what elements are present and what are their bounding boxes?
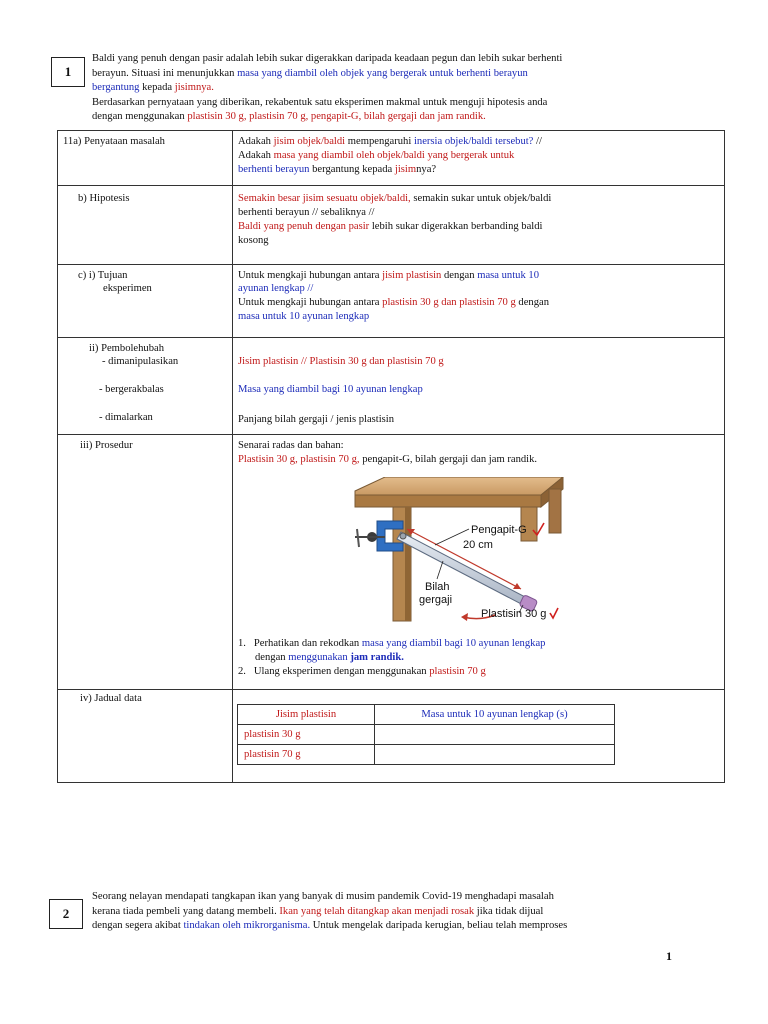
data-table-row — [238, 745, 615, 765]
intro-text: berayun. Situasi ini menunjukkan — [92, 67, 238, 79]
answer-text: pengapit-G, bilah gergaji dan jam randik. — [359, 454, 538, 465]
answer-line — [238, 206, 375, 219]
row-label: b) Hipotesis — [78, 193, 130, 204]
row-label-cell — [58, 690, 233, 783]
row-label: iii) Prosedur — [80, 440, 133, 451]
answer-text: Adakah — [238, 150, 274, 161]
table-row — [58, 131, 725, 186]
table-leg-shade — [405, 507, 411, 621]
figure-label-plasticine: Plastisin 30 g — [481, 608, 547, 620]
answer-text: lebih sukar digerakkan berbanding baldi — [369, 221, 543, 232]
answer-text: nya? — [416, 164, 437, 175]
answer-text: plastisin 30 g dan plastisin 70 g — [382, 297, 516, 308]
label-leader — [437, 561, 443, 579]
intro-text: jisimnya. — [174, 82, 214, 94]
question-intro — [92, 52, 712, 125]
figure-label-blade: Bilah — [425, 581, 450, 593]
header-cell: Jisim plastisin — [238, 705, 375, 725]
answer-text: semakin sukar untuk objek/baldi — [410, 193, 552, 204]
intro-text: dengan segera akibat — [92, 920, 184, 932]
row-label-cell — [58, 435, 233, 690]
answer-text: jisim objek/baldi — [273, 136, 346, 147]
data-cell: plastisin 30 g — [238, 725, 375, 745]
row-label-cell — [58, 338, 233, 435]
row-label: c) i) Tujuan — [78, 270, 128, 281]
answer-line: Jisim plastisin // Plastisin 30 g dan plastisin 70 g — [238, 356, 444, 367]
intro-text: Baldi yang penuh dengan pasir adalah lebih sukar digerakkan daripada keadaan pegun dan lebih sukar berhenti — [92, 53, 563, 64]
question-number-box — [49, 899, 83, 929]
row-content-cell — [233, 338, 725, 435]
step-text: masa yang diambil bagi 10 ayunan lengkap — [361, 638, 546, 649]
data-table-header — [238, 705, 615, 725]
answer-table — [57, 130, 725, 783]
check-mark — [550, 608, 558, 618]
intro-text: plastisin 30 g, plastisin 70 g, pengapit-G, bilah gergaji dan jam randik. — [187, 111, 486, 123]
row-content-cell — [233, 186, 725, 265]
data-cell-empty — [375, 745, 615, 765]
intro-text: bergantung — [92, 82, 140, 94]
row-label: iv) Jadual data — [80, 693, 142, 704]
row-label: 11a) Penyataan masalah — [63, 136, 165, 147]
answer-line — [238, 296, 549, 309]
step-text: Ulang eksperimen dengan menggunakan — [253, 666, 430, 677]
table-top — [355, 477, 563, 495]
row-label: ii) Pembolehubah — [89, 343, 165, 354]
data-cell-empty — [375, 725, 615, 745]
data-table-row — [238, 725, 615, 745]
row-label: eksperimen — [103, 283, 152, 294]
row-label: - bergerakbalas — [99, 384, 164, 395]
answer-text: Semakin besar jisim sesuatu objek/baldi, — [238, 193, 411, 204]
table-row — [58, 186, 725, 265]
answer-text: inersia objek/baldi tersebut? — [413, 136, 534, 147]
answer-text: masa untuk 10 ayunan lengkap — [238, 311, 370, 322]
answer-text: Untuk mengkaji hubungan antara — [238, 297, 383, 308]
answer-text: dengan — [441, 270, 478, 281]
question-number-box — [51, 57, 85, 87]
answer-line — [238, 234, 269, 247]
data-table — [237, 704, 615, 765]
table-row — [58, 265, 725, 338]
swing-arrow-head — [461, 613, 468, 621]
table-leg — [549, 489, 561, 533]
intro-text: Berdasarkan pernyataan yang diberikan, rekabentuk satu eksperimen makmal untuk menguji hipotesis anda — [92, 96, 548, 108]
step-text: Perhatikan dan rekodkan — [253, 638, 362, 649]
answer-line — [238, 163, 436, 176]
row-label-cell — [58, 265, 233, 338]
question-number: 2 — [62, 906, 70, 921]
answer-line — [238, 282, 313, 295]
procedure-step — [255, 651, 404, 664]
step-number: 1. — [238, 638, 246, 649]
answer-text: kosong — [238, 235, 269, 246]
intro-line — [92, 67, 712, 82]
answer-text: dengan — [515, 297, 550, 308]
step-text: menggunakan — [288, 652, 351, 663]
intro-line — [92, 52, 712, 67]
intro-line — [92, 81, 712, 96]
intro-line — [92, 96, 712, 111]
apparatus-figure — [345, 477, 570, 623]
procedure-step — [238, 665, 486, 678]
answer-text: plastisin 70 g, — [300, 454, 360, 465]
intro-line — [92, 110, 712, 125]
answer-line — [238, 269, 539, 282]
answer-line — [238, 135, 542, 148]
row-label: - dimanipulasikan — [102, 356, 179, 367]
intro-text: jika tidak dijual — [474, 905, 544, 917]
answer-line: Masa yang diambil bagi 10 ayunan lengkap — [238, 384, 423, 395]
answer-line — [238, 453, 537, 466]
step-text: dengan — [255, 652, 289, 663]
answer-text: mempengaruhi — [345, 136, 414, 147]
figure-label-length: 20 cm — [463, 539, 493, 551]
row-label-cell — [58, 186, 233, 265]
answer-line — [238, 310, 369, 323]
figure-label-blade: gergaji — [419, 594, 453, 606]
answer-text: // — [533, 136, 542, 147]
row-content-cell — [233, 435, 725, 690]
clamp-pad — [400, 533, 406, 539]
answer-line — [238, 220, 543, 233]
figure-label-clamp: Pengapit-G — [471, 524, 527, 536]
question-number: 1 — [64, 64, 72, 79]
row-content-cell — [233, 131, 725, 186]
page-number: 1 — [666, 949, 672, 963]
answer-text: Plastisin 30 g, — [238, 454, 298, 465]
answer-text: bergantung kepada — [309, 164, 395, 175]
clamp-handle — [357, 529, 359, 547]
answer-line — [238, 149, 514, 162]
length-arrow — [407, 529, 521, 589]
answer-line — [238, 192, 551, 205]
intro-text: tindakan oleh mikrorganisma. — [183, 920, 311, 932]
answer-line: Senarai radas dan bahan: — [238, 440, 344, 451]
intro-text: masa yang diambil oleh objek yang bergerak untuk berhenti berayun — [237, 67, 528, 79]
answer-text: masa yang diambil oleh objek/baldi yang bergerak untuk — [273, 150, 515, 161]
table-edge — [355, 495, 541, 507]
intro-text: Untuk mengelak daripada kerugian, beliau telah memproses — [310, 920, 568, 932]
row-label: - dimalarkan — [99, 412, 153, 423]
answer-text: berhenti berayun — [238, 164, 310, 175]
header-cell: Masa untuk 10 ayunan lengkap (s) — [375, 705, 615, 725]
answer-text: Adakah — [238, 136, 274, 147]
intro-line — [92, 905, 712, 920]
table-row — [58, 338, 725, 435]
data-cell: plastisin 70 g — [238, 745, 375, 765]
answer-text: ayunan lengkap // — [238, 283, 314, 294]
answer-text: jisim plastisin — [382, 270, 442, 281]
intro-line — [92, 919, 712, 934]
intro-text: dengan menggunakan — [92, 111, 188, 123]
step-text: plastisin 70 g — [429, 666, 486, 677]
row-content-cell — [233, 265, 725, 338]
row-label-cell — [58, 131, 233, 186]
question-intro — [92, 890, 712, 934]
answer-line: Panjang bilah gergaji / jenis plastisin — [238, 414, 395, 425]
answer-text: masa untuk 10 — [477, 270, 539, 281]
table-row — [58, 435, 725, 690]
answer-text: jisim — [394, 164, 417, 175]
step-number: 2. — [238, 666, 246, 677]
intro-text: kerana tiada pembeli yang datang membeli. — [92, 905, 280, 917]
procedure-step — [238, 637, 545, 650]
intro-line — [92, 890, 712, 905]
intro-text: Ikan yang telah ditangkap akan menjadi rosak — [279, 905, 475, 917]
answer-text: berhenti berayun // sebaliknya // — [238, 207, 375, 218]
answer-text: Untuk mengkaji hubungan antara — [238, 270, 383, 281]
step-text: jam randik. — [350, 652, 404, 663]
intro-text: Seorang nelayan mendapati tangkapan ikan yang banyak di musim pandemik Covid-19 menghadapi masalah — [92, 891, 554, 902]
intro-text: kepada — [139, 82, 175, 94]
answer-text: Baldi yang penuh dengan pasir — [238, 221, 370, 232]
